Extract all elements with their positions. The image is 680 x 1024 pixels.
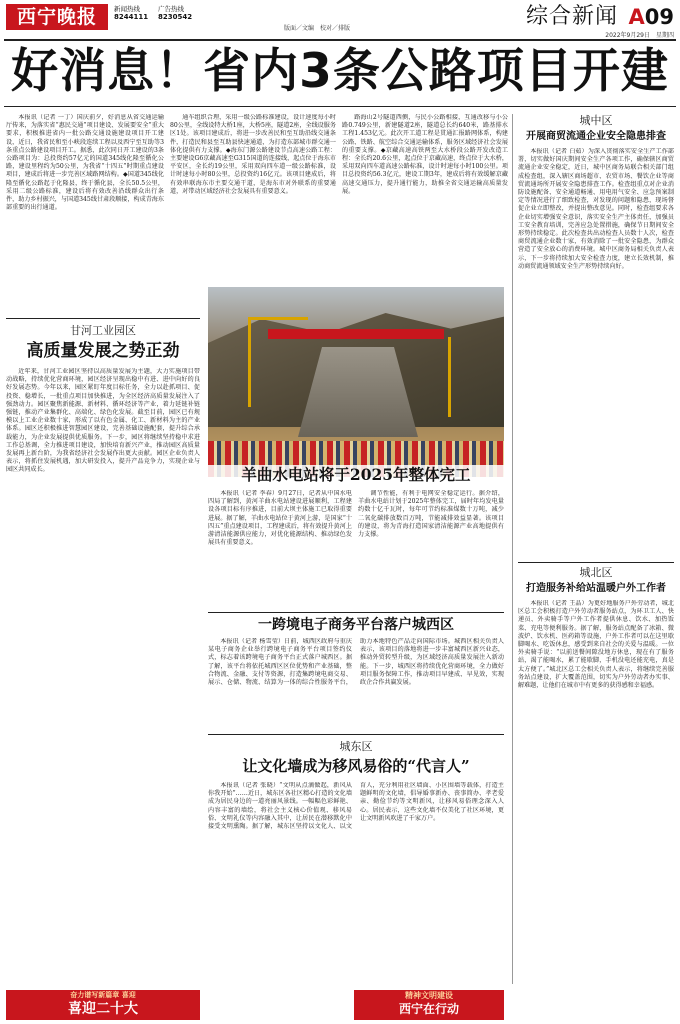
- newspaper-logo: 西宁晚报: [6, 4, 108, 30]
- crane-mast-2: [448, 337, 451, 417]
- hydropower-station-photo: [208, 287, 504, 477]
- right-bottom-body: 本报讯（记者 王晶）为更好地服务户外劳动者，城北区总工会积极打造户外劳动者服务站点，为环卫工人、快递员、外卖骑手等户外工作者提供休息、饮水、加热饭菜、充电等便利服务。据了解，服务站点配备了冰箱、微波炉、饮水机、医药箱等设施，户外工作者可以在这里歇脚喝水、吃饭休息，感受到来自社会的关爱与温暖。一位外卖骑手说：“以前送餐间隙没地方休息，现在有了服务站，渴了能喝水，累了能歇脚，手机没电还能充电，真是太方便了。”城北区总工会相关负责人表示，将继续完善服务站点建设，扩大覆盖范围，切实为户外劳动者办实事、解难题，让他们在城市中有更多的获得感和幸福感。: [518, 600, 674, 690]
- right-banner-slogan: 精神文明建设: [405, 990, 453, 1000]
- photo-story-col1: 本报讯（记者 李春）9月27日，记者从中国水电四局了解到，黄河羊曲水电站建设进展顺利，工程建设各项目标有序推进，目前大坝主体施工已取得重要进展。据了解，羊曲水电站位于黄河上游，是国家“十四五”重点建设项目，工程建成后，将有效提升黄河上游清洁能源供应能力，对优化能源结构、推动绿色发展具有重要意义。: [208, 490, 352, 547]
- left-bottom-banner: [6, 990, 200, 1020]
- bottom-story-kicker: 城东区: [339, 740, 373, 753]
- main-headline: 好消息！省内3条公路项目开建: [11, 44, 669, 99]
- bottom-story-body: 本报讯（记者 张晓）“文明从点滴做起，新风从你我开始”……近日，城东区各社区精心打造的文化墙成为居民身边的一道亮丽风景线。一幅幅色彩鲜艳、内容丰富的墙绘，将社会主义核心价值观、移风易俗、文明礼仪等内容融入其中，让居民在潜移默化中接受文明熏陶。据了解，城东区坚持以文化人、以文育人，充分利用社区墙面、小区围墙等载体，打造主题鲜明的文化墙，倡导婚事新办、丧事简办、孝老爱亲、勤俭节约等文明新风，让移风易俗理念深入人心。居民表示，这些文化墙不仅美化了社区环境，更让文明新风吹进了千家万户。: [208, 782, 504, 831]
- photo-caption-title: 羊曲水电站将于2025年整体完工: [208, 465, 504, 485]
- right-bottom-kicker: 城北区: [579, 566, 613, 579]
- right-bottom-banner: [354, 990, 504, 1020]
- news-hotline-label: 新闻热线: [114, 5, 140, 13]
- news-hotline-number: 8244111: [114, 13, 149, 21]
- lead-article-col3: 路海山2号隧道西侧，与民小公路相接，互通改移与小公路0.749公里，新建隧道2座，隧道总长约640米，路基排水工程1.453亿元。此次开工道工程是贯通汇报路网体系，构建公路、铁路、航空综合交通运输体系，服务区域经济社会发展的重要支撑。◆京藏高速高铁两至大水桥段公路开发改造工程：全长约20.6公里，起点位于京藏高速，终点位于大水桥，采用双向四车道高速公路标准，设计时速每小时100公里。项目总投资约56.3亿元，建设工期3年，建成后将有效缓解京藏高速交通压力，提升通行能力，助推全省交通运输高质量发展。: [342, 114, 508, 195]
- left-story-kicker: 甘河工业园区: [70, 324, 136, 337]
- right-top-kicker: 城中区: [579, 114, 613, 127]
- page-prefix: A: [628, 5, 645, 29]
- photo-story-col2: 调节性能，有利于电网安全稳定运行。据介绍，羊曲水电站计划于2025年整体完工，届时年均发电量约数十亿千瓦时，每年可节约标准煤数十万吨，减少二氧化碳排放数百万吨，节能减排效益显著。该项目的建设，将为青海打造国家清洁能源产业高地提供有力支撑。: [358, 490, 504, 539]
- left-story-rule: [6, 318, 200, 319]
- right-top-title: 开展商贸流通企业安全隐患排查: [526, 131, 666, 142]
- bottom-story-title: 让文化墙成为移风易俗的“代言人”: [242, 757, 470, 775]
- masthead-rule: [4, 39, 676, 41]
- bottom-story-rule: [208, 734, 504, 735]
- section-name: 综合新闻: [525, 4, 618, 29]
- middle-story-title: 一跨境电子商务平台落户城西区: [258, 617, 454, 633]
- right-bottom-rule: [518, 562, 674, 563]
- right-top-body: 本报讯（记者 白茹）为深入贯彻落实安全生产工作部署，切实做好国庆期间安全生产各项工作，确保辖区商贸流通企业安全稳定，近日，城中区商务局联合相关部门组成检查组，深入辖区商场超市、农贸市场、餐饮企业等商贸流通场所开展安全隐患排查工作。检查组重点对企业消防设施配备、安全通道畅通、用电用气安全、应急预案制定等情况进行了细致检查，对发现的问题和隐患，现场督促企业立即整改，并提出整改意见。同时，检查组要求各企业切实增强安全意识，落实安全生产主体责任，加强员工安全教育培训，完善应急处置措施，确保节日期间安全形势持续稳定。此次检查共出动检查人员数十人次，检查商贸流通企业数十家，有效消除了一批安全隐患，为群众营造了安全放心的消费环境。城中区商务局相关负责人表示，下一步将持续加大安全检查力度，建立长效机制，推动商贸流通领域安全生产形势持续向好。: [518, 148, 674, 270]
- news-hotline: [114, 5, 148, 21]
- ad-hotline-number: 8230542: [158, 13, 193, 21]
- crane-arm: [248, 317, 308, 320]
- editor-credits: 版面／文编 校对／排版: [284, 25, 351, 32]
- left-banner-slogan: 奋力谱写新篇章 喜迎: [70, 990, 136, 999]
- ad-hotline: [158, 5, 192, 21]
- left-banner-main: 喜迎二十大: [68, 1001, 138, 1017]
- page-number: [629, 3, 675, 31]
- page-digits: 09: [644, 5, 674, 29]
- left-story-body: 近年来，甘河工业园区坚持以高质量发展为主题，大力实施项目带动战略，持续优化营商环境，园区经济呈现出稳中有进、进中向好的良好发展态势。今年以来，园区紧盯年度目标任务，全力以赴抓项目、促投资、稳增长，一批重点项目加快推进，为全区经济高质量发展注入了强劲动力。园区聚焦新能源、新材料、循环经济等产业，着力延链补链强链，推动产业集群化、高端化、绿色化发展。截至目前，园区已有规模以上工业企业数十家，形成了以有色金属、化工、新材料为主的产业体系。园区还积极推进智慧园区建设，完善基础设施配套，提升综合承载能力，为企业发展提供优质服务。下一步，园区将继续坚持稳中求进工作总基调，全力推进项目建设，加快培育新兴产业，推动园区高质量发展再上新台阶，为我省经济社会发展作出更大贡献。园区企业负责人表示，将抓住发展机遇，加大研发投入，提升产品竞争力，实现企业与园区共同成长。: [6, 368, 200, 474]
- dateline: 2022年9月29日 星期四: [605, 32, 674, 39]
- right-bottom-title: 打造服务补给站温暖户外工作者: [526, 583, 666, 594]
- lead-article-col2: 通车组织合理，采用一级公路标准建设，设计速度每小时80公里，全线设特大桥1座，大桥5座，隧道2座，全线设服务区1处。该项目建成后，将进一步改善民和至互助沿线交通条件，打造民和县至互助县快速通道，为打造东部城市群交通一体化提供有力支撑。◆海东门源公路建设节点高速公路工程：主要建设G6京藏高速至G315国道的连接线，起点位于海东市平安区，全长约19公里，采用双向四车道一级公路标准，设计时速每小时80公里，总投资约16亿元。该项目建成后，将有效串联海东市主要交通干道，是海东市对外联系的重要通道，对带动区域经济社会发展具有重要意义。: [170, 114, 336, 195]
- red-banner: [268, 329, 444, 339]
- right-banner-main: 西宁在行动: [398, 1002, 459, 1016]
- right-column-divider: [512, 114, 513, 984]
- left-story-title: 高质量发展之势正劲: [26, 341, 180, 361]
- middle-story-body: 本报讯（记者 杨雪莹）日前，城西区政府与重庆某电子商务企业举行跨境电子商务平台项目签约仪式，标志着该跨境电子商务平台正式落户城西区。据了解，该平台将依托城西区区位优势和产业基础，整合物流、金融、支付等资源，打造集跨境电商交易、展示、仓储、物流、结算为一体的综合性服务平台，助力本地特色产品走向国际市场。城西区相关负责人表示，该项目的落地将进一步丰富城西区新兴业态，推动外贸转型升级，为区域经济高质量发展注入新动能。下一步，城西区将持续优化营商环境，全力做好项目服务保障工作，推动项目早建成、早见效，实现政企合作共赢发展。: [208, 638, 504, 687]
- headline-rule: [4, 106, 676, 107]
- crane-mast: [248, 317, 251, 407]
- middle-story-rule: [208, 612, 504, 613]
- ad-hotline-label: 广告热线: [158, 5, 184, 13]
- lead-article-col1: 本报讯（记者 一丁）国庆前夕，好消息从省交通运输厅传来，为落实省“惠民交通”项目建设、发展要安全”重大要求，积极推进省内一批公路交通设施建设项目开工建设，近日，我省民和至小峡段连续工程以及西宁至互助等3条重点公路建设项目开工。据悉，此次同日开工建设的3条公路项目为：总投资约57亿元的国道345线化隆至循化公路，建设里程约为50公里，为我省“十四五”时期重点建设项目，建成后将进一步完善区域路网结构。◆国道345线化隆至循化公路起于化隆县，终于循化县，全长50.5公里，采用二级公路标准，建设后将有效改善沿线群众出行条件，助力乡村振兴，与国道345线甘肃段顺接，构成青海东部重要的出行通道。: [6, 114, 164, 212]
